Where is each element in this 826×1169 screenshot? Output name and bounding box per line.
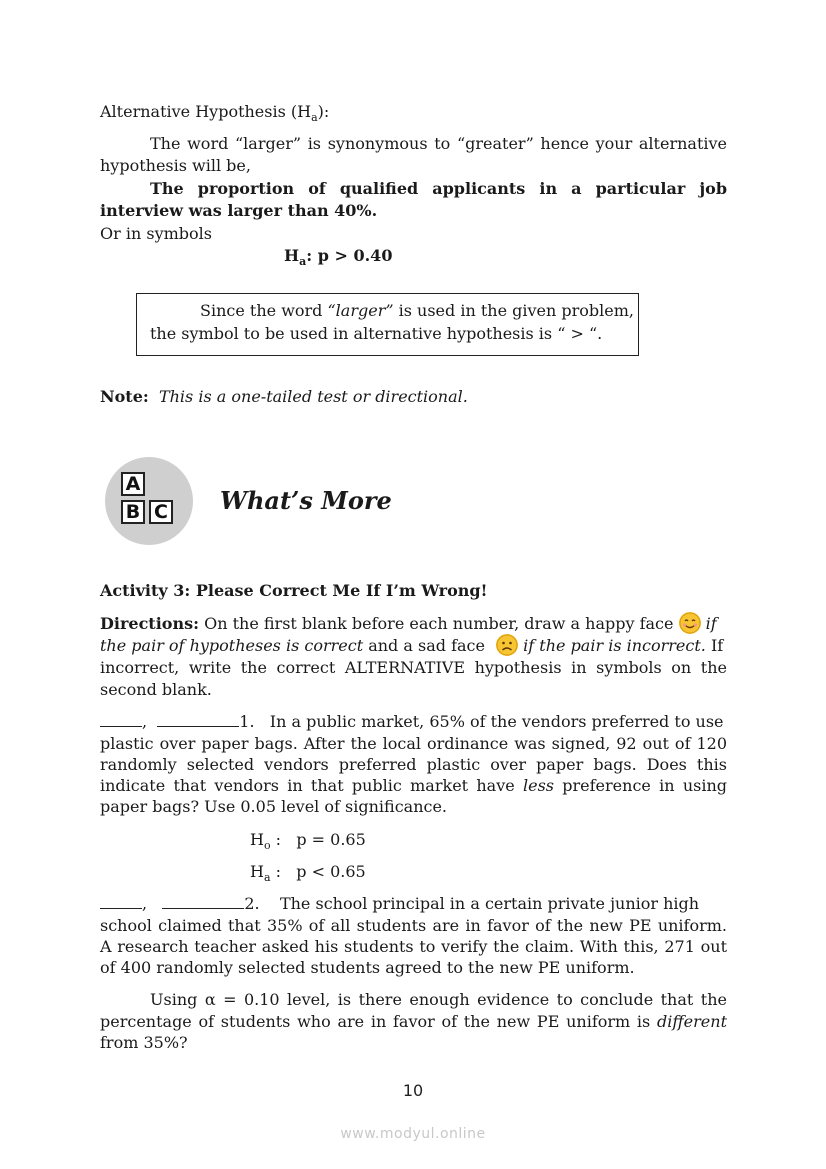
boxed-note-line: the symbol to be used in alternative hypothesis is “ > “. xyxy=(150,324,603,343)
item-2-line: of 400 randomly selected students agreed to the new PE uniform. xyxy=(100,958,635,977)
alternative-hypothesis-1: $H_a$ : p < 0.65 xyxy=(250,862,366,885)
block-a: A xyxy=(121,472,145,496)
bold-statement-line: interview was larger than 40%. xyxy=(100,201,378,220)
block-b: B xyxy=(121,500,145,524)
paragraph-line: hypothesis will be, xyxy=(100,156,251,175)
item-1-line: plastic over paper bags. After the local ordinance was signed, 92 out of 120 xyxy=(100,734,727,753)
directions-line: Directions: On the first blank before each number, draw a happy face if xyxy=(100,614,717,633)
directions-line: incorrect, write the correct ALTERNATIVE hypothesis in symbols on the xyxy=(100,658,727,677)
section-title: What’s More xyxy=(220,486,392,515)
activity-title: Activity 3: Please Correct Me If I’m Wrong! xyxy=(100,581,488,600)
symbols-intro: Or in symbols xyxy=(100,224,212,243)
abc-blocks-icon xyxy=(105,457,193,545)
item-1-first-line: , 1. In a public market, 65% of the vendors preferred to use xyxy=(100,711,727,732)
item-1-line: paper bags? Use 0.05 level of significance. xyxy=(100,797,448,816)
watermark: www.modyul.online xyxy=(340,1126,486,1142)
item-2-first-line: , 2. The school principal in a certain private junior high xyxy=(100,893,727,914)
item-1-line: randomly selected vendors preferred plastic over paper bags. Does this xyxy=(100,755,727,774)
answer-blank-2[interactable] xyxy=(157,711,239,727)
item-2-line: A research teacher asked his students to verify the claim. With this, 271 out xyxy=(100,937,727,956)
directions-line: second blank. xyxy=(100,680,212,699)
directions-line: the pair of hypotheses is correct and a sad face if the pair is incorrect. If xyxy=(100,636,724,655)
answer-blank-1[interactable] xyxy=(100,711,142,727)
answer-blank-1[interactable] xyxy=(100,893,142,909)
page-number: 10 xyxy=(402,1081,424,1100)
item-2-question-line: percentage of students who are in favor of the new PE uniform is different xyxy=(100,1012,727,1031)
null-hypothesis-1: $H_o$ : p = 0.65 xyxy=(250,830,366,853)
bold-statement-line: The proportion of qualified applicants in a particular job xyxy=(150,179,727,198)
answer-blank-2[interactable] xyxy=(162,893,244,909)
alternative-hypothesis-expression: $H_a$: p > 0.40 xyxy=(284,246,393,269)
item-2-question-line: Using α = 0.10 level, is there enough evidence to conclude that the xyxy=(150,990,727,1009)
alt-hypothesis-heading: Alternative Hypothesis $(H_a)$: xyxy=(100,102,330,125)
item-2-line: school claimed that 35% of all students are in favor of the new PE uniform. xyxy=(100,916,727,935)
boxed-note-line: Since the word “larger” is used in the given problem, xyxy=(200,301,635,320)
block-c: C xyxy=(149,500,173,524)
item-2-question-line: from 35%? xyxy=(100,1033,188,1052)
item-1-line: indicate that vendors in that public market have less preference in using xyxy=(100,776,728,795)
happy-face-icon xyxy=(679,612,701,634)
note: Note: This is a one-tailed test or directional. xyxy=(100,387,468,406)
paragraph-line: The word “larger” is synonymous to “greater” hence your alternative xyxy=(150,134,727,153)
sad-face-icon xyxy=(496,634,518,656)
